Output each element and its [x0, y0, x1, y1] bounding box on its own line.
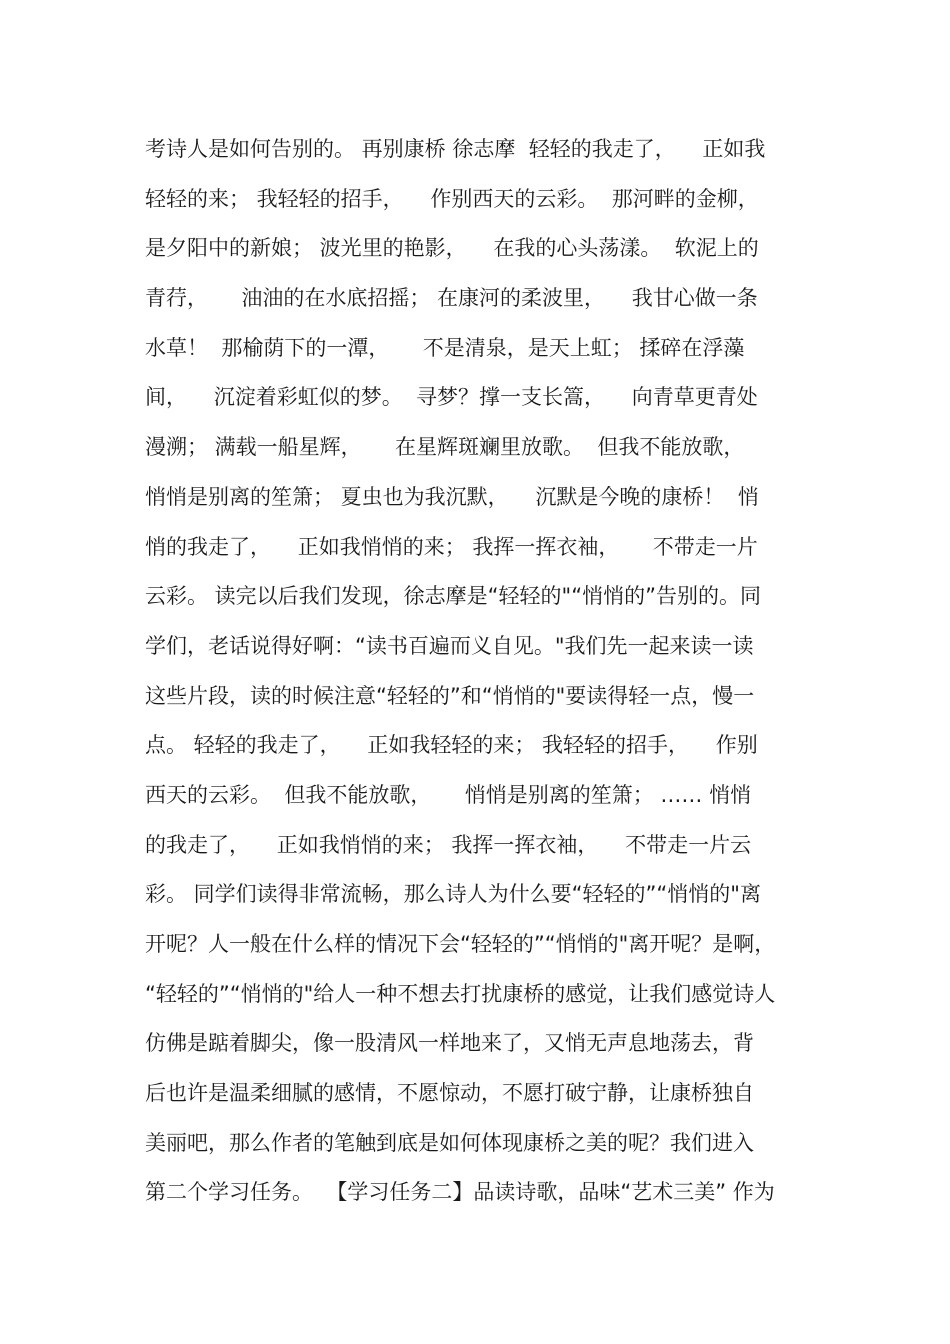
text-line: 西天的云彩。 但我不能放歌， 悄悄是别离的笙箫； …… 悄悄: [145, 782, 752, 807]
text-line: 学们，老话说得好啊：“读书百遍而义自见。"我们先一起来读一读: [145, 633, 754, 658]
text-line: 悄悄是别离的笙箫； 夏虫也为我沉默， 沉默是今晚的康桥！ 悄: [145, 484, 759, 509]
text-line: 间， 沉淀着彩虹似的梦。 寻梦？撑一支长篙， 向青草更青处: [145, 385, 758, 410]
text-line: 后也许是温柔细腻的感情，不愿惊动，不愿打破宁静，让康桥独自: [145, 1081, 754, 1106]
text-line: 的我走了， 正如我悄悄的来； 我挥一挥衣袖， 不带走一片云: [145, 832, 752, 857]
text-line: 仿佛是踮着脚尖，像一股清风一样地来了，又悄无声息地荡去，背: [145, 1031, 754, 1056]
text-line: 是夕阳中的新娘； 波光里的艳影， 在我的心头荡漾。 软泥上的: [145, 236, 759, 261]
text-line: 青荇， 油油的在水底招摇； 在康河的柔波里， 我甘心做一条: [145, 286, 758, 311]
text-line: 云彩。 读完以后我们发现，徐志摩是“轻轻的"“悄悄的”告别的。同: [145, 584, 761, 609]
text-line: 第二个学习任务。 【学习任务二】品读诗歌，品味“艺术三美” 作为: [145, 1180, 775, 1205]
text-line: 悄的我走了， 正如我悄悄的来； 我挥一挥衣袖， 不带走一片: [145, 534, 758, 559]
text-line: 考诗人是如何告别的。 再别康桥 徐志摩 轻轻的我走了， 正如我: [145, 137, 766, 161]
text-line: 点。 轻轻的我走了， 正如我轻轻的来； 我轻轻的招手， 作别: [145, 733, 758, 758]
text-line: 这些片段，读的时候注意“轻轻的”和“悄悄的"要读得轻一点，慢一: [145, 683, 755, 708]
text-line: 水草！ 那榆荫下的一潭， 不是清泉，是天上虹； 揉碎在浮藻: [145, 335, 745, 360]
text-line: 彩。 同学们读得非常流畅，那么诗人为什么要“轻轻的”“悄悄的"离: [145, 882, 761, 907]
text-line: 轻轻的来； 我轻轻的招手， 作别西天的云彩。 那河畔的金柳，: [145, 186, 759, 211]
text-line: 漫溯； 满载一船星辉， 在星辉斑斓里放歌。 但我不能放歌，: [145, 435, 745, 460]
text-line: “轻轻的”“悄悄的"给人一种不想去打扰康桥的感觉，让我们感觉诗人: [145, 981, 776, 1006]
body-text: [145, 125, 810, 1218]
text-line: 开呢？人一般在什么样的情况下会“轻轻的”“悄悄的"离开呢？是啊，: [145, 932, 776, 956]
text-line: 美丽吧，那么作者的笔触到底是如何体现康桥之美的呢？我们进入: [145, 1130, 754, 1155]
